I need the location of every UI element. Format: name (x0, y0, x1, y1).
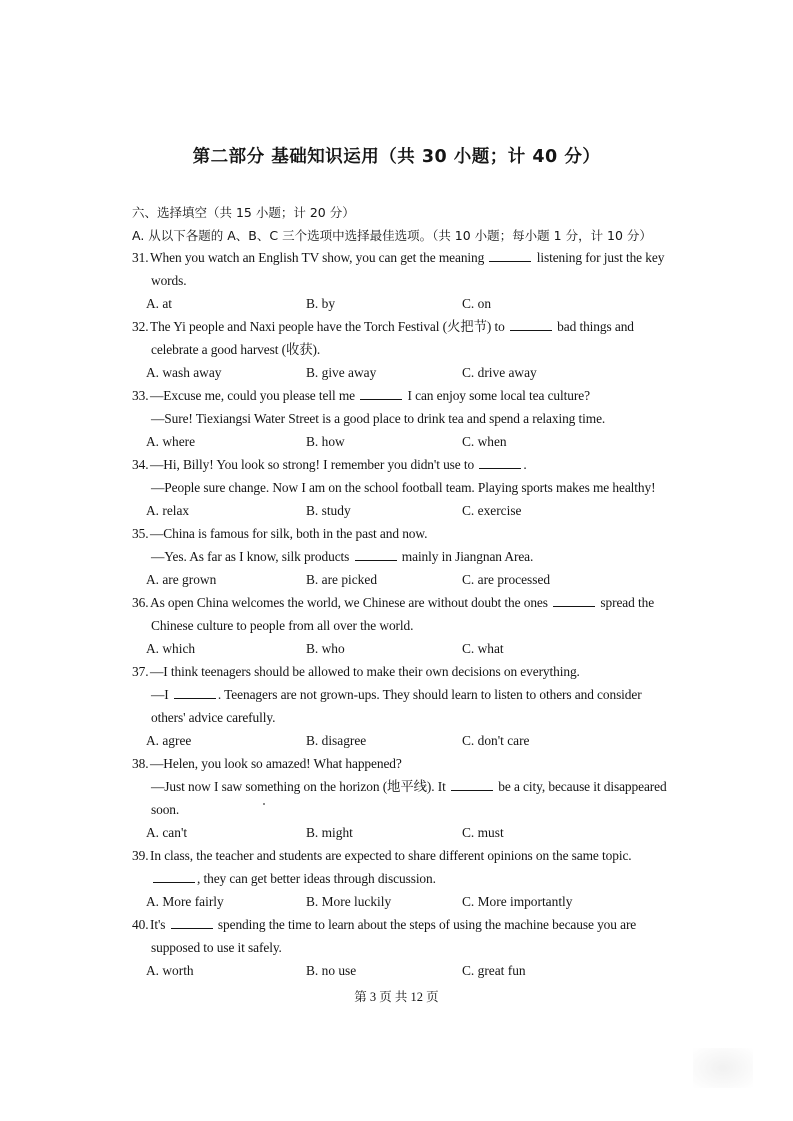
question-text: —People sure change. Now I am on the school football team. Playing sports makes me healthy! (151, 480, 656, 495)
option-a: A. agree (146, 733, 192, 748)
answer-blank (355, 548, 397, 561)
question-number: 36. (132, 595, 149, 610)
option-c: C. exercise (462, 503, 522, 518)
question-text: In class, the teacher and students are expected to share different opinions on the same topic. (150, 848, 632, 863)
answer-blank (451, 778, 493, 791)
question-text: soon. (151, 802, 180, 817)
question-line (132, 338, 667, 361)
question-line (132, 706, 667, 729)
question-line (132, 384, 667, 407)
question-text-before-blank: It's (150, 917, 169, 932)
question-number: 33. (132, 388, 149, 403)
question-number: 34. (132, 457, 149, 472)
answer-options (132, 361, 667, 384)
option-b: B. study (306, 503, 351, 518)
option-a: A. where (146, 434, 196, 449)
answer-options (132, 499, 667, 522)
option-a: A. More fairly (146, 894, 224, 909)
answer-blank (553, 594, 595, 607)
answer-options (132, 959, 667, 982)
question-line (132, 522, 667, 545)
question-text-before-blank: The Yi people and Naxi people have the Torch Festival (火把节) to (150, 319, 508, 334)
option-b: B. disagree (306, 733, 367, 748)
answer-blank (174, 686, 216, 699)
question-text-before-blank: —Yes. As far as I know, silk products (151, 549, 353, 564)
question-33 (132, 384, 667, 453)
question-40 (132, 913, 667, 982)
option-c: C. More importantly (462, 894, 573, 909)
question-line (132, 407, 667, 430)
question-text: Chinese culture to people from all over the world. (151, 618, 414, 633)
question-list (132, 246, 667, 982)
question-line (132, 315, 667, 338)
question-line (132, 752, 667, 775)
question-line (132, 798, 667, 821)
option-c: C. don't care (462, 733, 530, 748)
question-text: —I think teenagers should be allowed to make their own decisions on everything. (150, 664, 580, 679)
question-34 (132, 453, 667, 522)
question-text-after-blank: listening for just the key (533, 250, 665, 265)
question-line (132, 913, 667, 936)
answer-blank (171, 916, 213, 929)
question-text: —Helen, you look so amazed! What happened? (150, 756, 402, 771)
answer-options (132, 729, 667, 752)
section-instruction: A. 从以下各题的 A、B、C 三个选项中选择最佳选项。（共 10 小题；每小题 1 分，计 10 分） (132, 228, 652, 243)
question-text-after-blank: mainly in Jiangnan Area. (398, 549, 534, 564)
question-text-after-blank: bad things and (553, 319, 634, 334)
question-36 (132, 591, 667, 660)
option-b: B. might (306, 825, 353, 840)
option-a: A. can't (146, 825, 188, 840)
question-text-after-blank: . (523, 457, 527, 472)
question-line (132, 614, 667, 637)
question-number: 38. (132, 756, 149, 771)
question-line (132, 844, 667, 867)
question-text: celebrate a good harvest (收获). (151, 342, 321, 357)
question-line (132, 476, 667, 499)
answer-options (132, 821, 667, 844)
option-a: A. relax (146, 503, 190, 518)
question-line (132, 936, 667, 959)
question-number: 39. (132, 848, 149, 863)
answer-options (132, 292, 667, 315)
question-text-after-blank: spending the time to learn about the steps of using the machine because you are (214, 917, 637, 932)
option-c: C. must (462, 825, 504, 840)
question-text: words. (151, 273, 187, 288)
question-text-before-blank: —Excuse me, could you please tell me (150, 388, 359, 403)
question-line (132, 246, 667, 269)
answer-blank (360, 387, 402, 400)
option-c: C. on (462, 296, 492, 311)
question-line (132, 591, 667, 614)
question-text: others' advice carefully. (151, 710, 276, 725)
question-text: —Sure! Tiexiangsi Water Street is a good place to drink tea and spend a relaxing time. (151, 411, 606, 426)
question-line (132, 453, 667, 476)
answer-blank (153, 870, 195, 883)
question-text: supposed to use it safely. (151, 940, 282, 955)
answer-blank (489, 249, 531, 262)
question-number: 31. (132, 250, 149, 265)
question-line (132, 545, 667, 568)
question-text-before-blank: When you watch an English TV show, you can get the meaning (150, 250, 488, 265)
question-number: 37. (132, 664, 149, 679)
answer-options (132, 637, 667, 660)
option-b: B. More luckily (306, 894, 392, 909)
option-a: A. are grown (146, 572, 217, 587)
option-c: C. when (462, 434, 507, 449)
option-b: B. no use (306, 963, 357, 978)
option-b: B. who (306, 641, 345, 656)
question-text-after-blank: I can enjoy some local tea culture? (404, 388, 590, 403)
page-number: 第 3 页 共 12 页 (354, 990, 439, 1004)
question-37 (132, 660, 667, 752)
question-text-after-blank: . Teenagers are not grown-ups. They should learn to listen to others and consider (217, 687, 642, 702)
question-text-before-blank: As open China welcomes the world, we Chinese are without doubt the ones (150, 595, 552, 610)
option-c: C. drive away (462, 365, 537, 380)
option-a: A. at (146, 296, 173, 311)
question-text-after-blank: be a city, because it disappeared (495, 779, 667, 794)
question-number: 32. (132, 319, 149, 334)
question-number: 40. (132, 917, 149, 932)
question-text-after-blank: spread the (597, 595, 655, 610)
option-c: C. great fun (462, 963, 526, 978)
option-b: B. by (306, 296, 336, 311)
question-text-before-blank: —Hi, Billy! You look so strong! I remember you didn't use to (150, 457, 478, 472)
scan-speck (263, 803, 265, 805)
option-a: A. worth (146, 963, 194, 978)
question-text-after-blank: , they can get better ideas through discussion. (197, 871, 436, 886)
option-b: B. how (306, 434, 345, 449)
option-a: A. which (146, 641, 196, 656)
part-title: 第二部分 基础知识运用（共 30 小题；计 40 分） (192, 147, 601, 167)
question-text: —China is famous for silk, both in the past and now. (150, 526, 428, 541)
question-text-before-blank: —Just now I saw something on the horizon (地平线). It (151, 779, 450, 794)
question-line (132, 775, 667, 798)
option-c: C. what (462, 641, 504, 656)
question-line (132, 867, 667, 890)
option-c: C. are processed (462, 572, 551, 587)
question-31 (132, 246, 667, 315)
question-line (132, 683, 667, 706)
question-32 (132, 315, 667, 384)
option-b: B. give away (306, 365, 377, 380)
question-number: 35. (132, 526, 149, 541)
answer-options (132, 430, 667, 453)
question-line (132, 269, 667, 292)
answer-options (132, 890, 667, 913)
question-35 (132, 522, 667, 591)
scan-smudge (693, 1048, 753, 1088)
question-39 (132, 844, 667, 913)
answer-options (132, 568, 667, 591)
question-text-before-blank: —I (151, 687, 172, 702)
answer-blank (479, 456, 521, 469)
option-b: B. are picked (306, 572, 378, 587)
question-line (132, 660, 667, 683)
option-a: A. wash away (146, 365, 222, 380)
question-38 (132, 752, 667, 844)
section-heading: 六、选择填空（共 15 小题；计 20 分） (132, 205, 355, 220)
answer-blank (510, 318, 552, 331)
